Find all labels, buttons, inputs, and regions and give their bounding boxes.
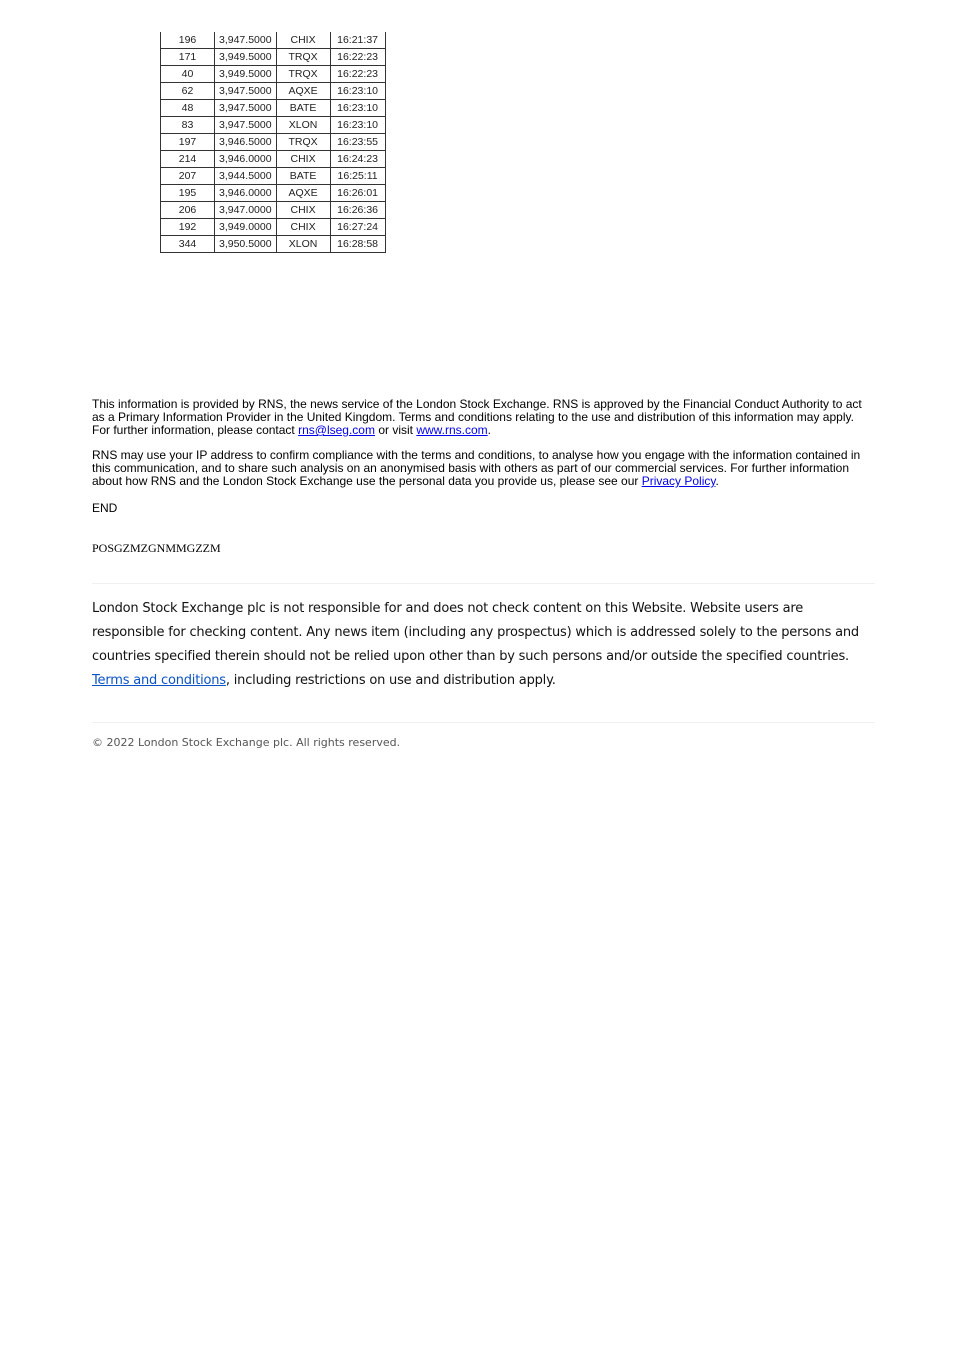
document-code: POSGZMZGNMMGZZM: [92, 541, 221, 555]
trade-price-cell: 3,949.5000: [215, 66, 277, 83]
privacy-paragraph: [92, 449, 867, 488]
trade-price-cell: 3,946.5000: [215, 134, 277, 151]
trade-time-cell: 16:24:23: [330, 151, 385, 168]
trade-venue-cell: XLON: [276, 236, 330, 253]
trade-time-cell: 16:28:58: [330, 236, 385, 253]
trade-time-cell: 16:23:55: [330, 134, 385, 151]
rns-info-text-middle: or visit: [374, 423, 417, 437]
trade-time-cell: 16:27:24: [330, 219, 385, 236]
trade-price-cell: 3,946.0000: [215, 185, 277, 202]
rns-site-link[interactable]: www.rns.com: [416, 423, 488, 437]
trade-price-cell: 3,947.0000: [215, 202, 277, 219]
divider: [92, 722, 875, 723]
table-row: [161, 236, 386, 253]
table-row: [161, 202, 386, 219]
trade-time-cell: 16:25:11: [330, 168, 385, 185]
trade-time-cell: 16:22:23: [330, 66, 385, 83]
trade-volume-cell: 197: [161, 134, 215, 151]
privacy-text-end: .: [715, 474, 719, 488]
disclaimer-text: London Stock Exchange plc is not responsible for and does not check content on this Website. Website users are responsible for checking content. Any news item (including any prospectus) which is addressed solely to the persons and countries specified therein should not be relied upon other than by such persons and/or outside the specified countries.: [92, 601, 859, 664]
trade-venue-cell: BATE: [276, 100, 330, 117]
trades-table: [160, 32, 386, 253]
trade-price-cell: 3,947.5000: [215, 100, 277, 117]
trade-venue-cell: CHIX: [276, 202, 330, 219]
trade-volume-cell: 171: [161, 49, 215, 66]
trade-volume-cell: 40: [161, 66, 215, 83]
trade-venue-cell: AQXE: [276, 83, 330, 100]
disclaimer-paragraph: [92, 597, 867, 693]
trade-price-cell: 3,944.5000: [215, 168, 277, 185]
trade-volume-cell: 62: [161, 83, 215, 100]
trade-time-cell: 16:22:23: [330, 49, 385, 66]
trade-venue-cell: TRQX: [276, 134, 330, 151]
table-row: [161, 117, 386, 134]
table-row: [161, 66, 386, 83]
trade-volume-cell: 214: [161, 151, 215, 168]
table-row: [161, 151, 386, 168]
trade-volume-cell: 344: [161, 236, 215, 253]
trade-venue-cell: AQXE: [276, 185, 330, 202]
trade-price-cell: 3,950.5000: [215, 236, 277, 253]
trade-venue-cell: XLON: [276, 117, 330, 134]
privacy-policy-link[interactable]: Privacy Policy: [641, 474, 716, 488]
trade-time-cell: 16:23:10: [330, 117, 385, 134]
trade-volume-cell: 195: [161, 185, 215, 202]
rns-info-paragraph: [92, 398, 867, 437]
trade-price-cell: 3,949.0000: [215, 219, 277, 236]
trade-venue-cell: TRQX: [276, 66, 330, 83]
table-row: [161, 49, 386, 66]
trade-time-cell: 16:23:10: [330, 83, 385, 100]
end-label: END: [92, 501, 118, 515]
table-row: [161, 32, 386, 49]
trade-volume-cell: 207: [161, 168, 215, 185]
trade-price-cell: 3,947.5000: [215, 83, 277, 100]
table-row: [161, 219, 386, 236]
rns-info-text: This information is provided by RNS, the news service of the London Stock Exchange. RNS is approved by the Financial Conduct Authority to act as a Primary Information Provider in the United Kingdom. Terms and conditions relating to the use and distribution of this information may apply. For further information, please contact: [92, 397, 862, 437]
trade-time-cell: 16:26:01: [330, 185, 385, 202]
privacy-text: RNS may use your IP address to confirm compliance with the terms and conditions, to analyse how you engage with the information contained in this communication, and to share such analysis on an anonymised basis with others as part of our commercial services. For further information about how RNS and the London Stock Exchange use the personal data you provide us, please see our: [92, 448, 861, 488]
trade-price-cell: 3,947.5000: [215, 32, 277, 49]
table-row: [161, 134, 386, 151]
table-row: [161, 168, 386, 185]
table-row: [161, 100, 386, 117]
trade-price-cell: 3,947.5000: [215, 117, 277, 134]
trade-price-cell: 3,949.5000: [215, 49, 277, 66]
table-row: [161, 185, 386, 202]
trade-venue-cell: BATE: [276, 168, 330, 185]
trade-venue-cell: CHIX: [276, 151, 330, 168]
trade-price-cell: 3,946.0000: [215, 151, 277, 168]
trade-volume-cell: 192: [161, 219, 215, 236]
trade-time-cell: 16:26:36: [330, 202, 385, 219]
trade-volume-cell: 206: [161, 202, 215, 219]
copyright-text: © 2022 London Stock Exchange plc. All rights reserved.: [92, 736, 401, 749]
rns-email-link[interactable]: rns@lseg.com: [298, 423, 375, 437]
divider: [92, 583, 875, 584]
rns-info-text-end: .: [487, 423, 492, 437]
trade-time-cell: 16:23:10: [330, 100, 385, 117]
trade-volume-cell: 196: [161, 32, 215, 49]
terms-and-conditions-link[interactable]: Terms and conditions: [92, 673, 226, 688]
trade-time-cell: 16:21:37: [330, 32, 385, 49]
trade-venue-cell: TRQX: [276, 49, 330, 66]
trade-venue-cell: CHIX: [276, 32, 330, 49]
trade-volume-cell: 48: [161, 100, 215, 117]
trades-table-body: [161, 32, 386, 253]
table-row: [161, 83, 386, 100]
trade-volume-cell: 83: [161, 117, 215, 134]
trade-venue-cell: CHIX: [276, 219, 330, 236]
disclaimer-text-end: , including restrictions on use and distribution apply.: [225, 673, 556, 688]
